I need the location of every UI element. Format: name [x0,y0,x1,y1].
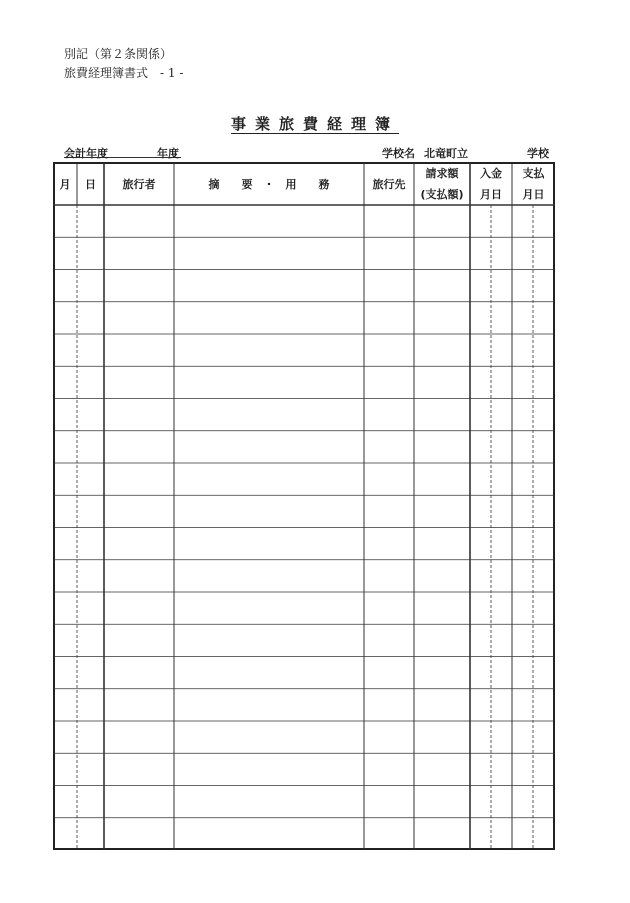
fiscal-year-label: 会計年度 [64,147,108,160]
school-name-label: 学校名 [382,147,415,160]
table-border [54,163,554,849]
column-header-day: 日 [85,178,96,191]
column-header-payment-date: 月日 [522,188,545,201]
column-header-month: 月 [59,178,71,191]
column-header-claim-amount: 請求額 [425,167,459,180]
form-number-note: 旅費経理簿書式 - 1 - [64,66,184,80]
column-header-summary: 摘 要 ・ 用 務 [208,178,330,191]
fiscal-year-suffix: 年度 [157,147,179,160]
form-reference-note: 別記（第２条関係） [64,47,173,61]
school-suffix: 学校 [527,147,549,160]
column-header-destination: 旅行先 [372,178,406,191]
column-header-payment: 支払 [522,167,545,180]
travel-expense-ledger-table [53,162,555,850]
page-title [0,113,630,134]
table-grid-lines [53,162,555,850]
column-header-paid-amount: (支払額) [420,188,464,201]
column-header-traveler: 旅行者 [122,178,156,191]
column-header-receipt-date: 月日 [480,188,502,201]
town-name: 北竜町立 [424,147,468,160]
page-title-text: 事業旅費経理簿 [230,115,399,133]
column-header-receipt: 入金 [480,167,502,180]
